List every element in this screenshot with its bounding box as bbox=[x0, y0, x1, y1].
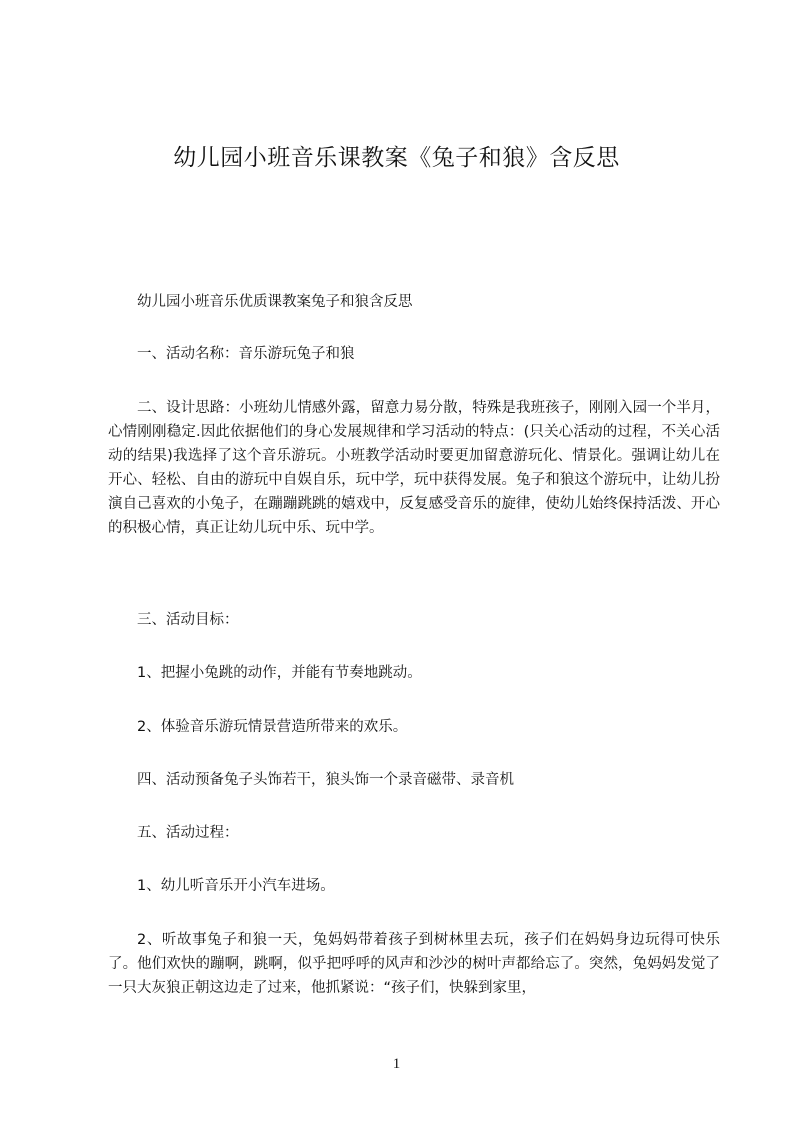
paragraph-design-idea: 二、设计思路：小班幼儿情感外露，留意力易分散，特殊是我班孩子，刚刚入园一个半月，心情刚刚稳定.因此依据他们的身心发展规律和学习活动的特点：(只关心活动的过程，不关心活动的结果)我选择了这个音乐游玩。小班教学活动时要更加留意游玩化、情景化。强调让幼儿在开心、轻松、自由的游玩中自娱自乐，玩中学，玩中获得发展。兔子和狼这个游玩中，让幼儿扮演自己喜欢的小兔子，在蹦蹦跳跳的嬉戏中，反复感受音乐的旋律，使幼儿始终保持活泼、开心的积极心情，真正让幼儿玩中乐、玩中学。 bbox=[108, 400, 720, 536]
paragraph-objective-1: 1、把握小兔跳的动作，并能有节奏地跳动。 bbox=[137, 665, 422, 681]
paragraph-process-heading: 五、活动过程： bbox=[137, 825, 239, 841]
paragraph-objective-2: 2、体验音乐游玩情景营造所带来的欢乐。 bbox=[137, 719, 408, 735]
paragraph-process-step-1: 1、幼儿听音乐开小汽车进场。 bbox=[137, 878, 335, 894]
document-title: 幼儿园小班音乐课教案《兔子和狼》含反思 bbox=[173, 145, 620, 171]
paragraph-objectives-heading: 三、活动目标： bbox=[137, 612, 239, 628]
paragraph-process-step-2: 2、听故事兔子和狼一天，兔妈妈带着孩子到树林里去玩，孩子们在妈妈身边玩得可快乐了。他们欢快的蹦啊，跳啊，似乎把呼呼的风声和沙沙的树叶声都给忘了。突然，兔妈妈发觉了一只大灰狼正朝这边走了过来，他抓紧说：“孩子们，快躲到家里， bbox=[108, 932, 720, 996]
page-number: 1 bbox=[392, 1056, 401, 1072]
paragraph-subtitle: 幼儿园小班音乐优质课教案兔子和狼含反思 bbox=[137, 294, 413, 310]
paragraph-activity-name: 一、活动名称：音乐游玩兔子和狼 bbox=[137, 346, 355, 362]
paragraph-preparation: 四、活动预备兔子头饰若干，狼头饰一个录音磁带、录音机 bbox=[137, 772, 514, 788]
